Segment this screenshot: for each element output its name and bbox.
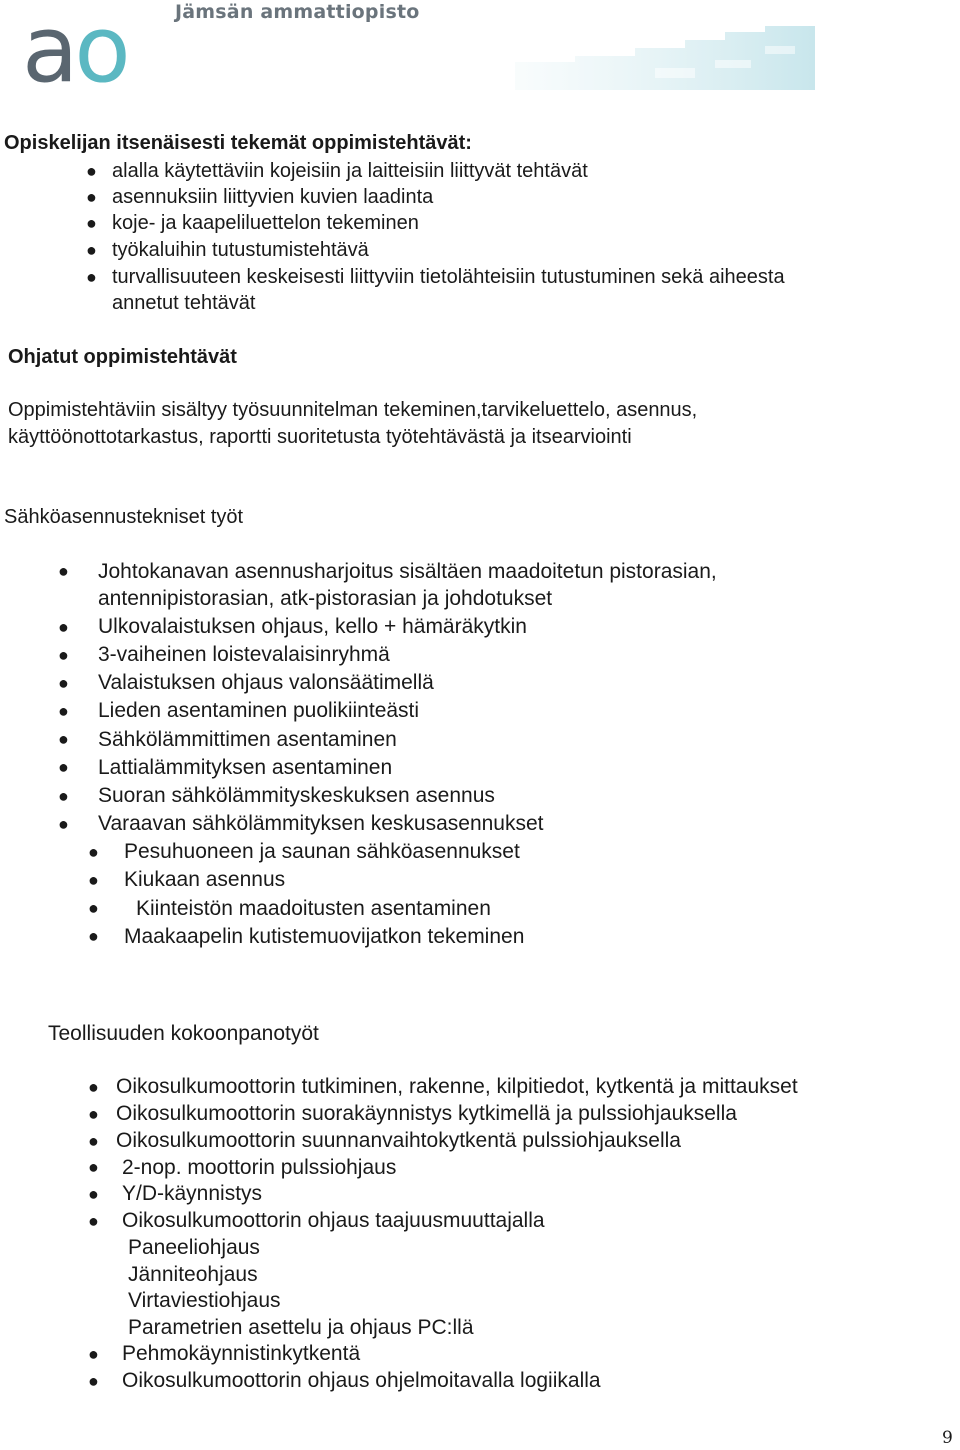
list-item: Oikosulkumoottorin suunnanvaihtokytkentä pulssiohjauksella [116, 1129, 681, 1152]
bullet-icon: ● [88, 1184, 99, 1204]
bullet-icon: ● [86, 161, 97, 181]
bullet-icon: ● [58, 729, 69, 749]
sub-item: Paneeliohjaus [128, 1236, 260, 1259]
list-item: Pesuhuoneen ja saunan sähköasennukset [124, 840, 520, 863]
bullet-icon: ● [58, 645, 69, 665]
list-item: Lattialämmityksen asentaminen [98, 756, 393, 779]
list-item: Oikosulkumoottorin suorakäynnistys kytkimellä ja pulssiohjauksella [116, 1102, 737, 1125]
section-title-electrical-installation: Sähköasennustekniset työt [4, 506, 244, 528]
page-number: 9 [942, 1428, 953, 1448]
paragraph-line: käyttöönottotarkastus, raportti suoritetusta työtehtävästä ja itsearviointi [8, 426, 632, 448]
bullet-icon: ● [58, 757, 69, 777]
bullet-icon: ● [88, 1131, 99, 1151]
list-item: Sähkölämmittimen asentaminen [98, 728, 397, 751]
list-item: Johtokanavan asennusharjoitus sisältäen maadoitetun pistorasian, [98, 560, 717, 583]
bullet-icon: ● [88, 1104, 99, 1124]
sub-item: Jänniteohjaus [128, 1263, 258, 1286]
list-item-continuation: antennipistorasian, atk-pistorasian ja johdotukset [98, 587, 553, 610]
bullet-icon: ● [86, 187, 97, 207]
list-item: Pehmokäynnistinkytkentä [122, 1342, 361, 1365]
sub-item: Virtaviestiohjaus [128, 1289, 281, 1312]
bullet-icon: ● [86, 240, 97, 260]
list-item: Maakaapelin kutistemuovijatkon tekeminen [124, 925, 525, 948]
list-item: asennuksiin liittyvien kuvien laadinta [112, 186, 434, 208]
bullet-icon: ● [58, 814, 69, 834]
bullet-icon: ● [86, 267, 97, 287]
list-item: Kiukaan asennus [124, 868, 286, 891]
list-item: Oikosulkumoottorin ohjaus ohjelmoitavalla logiikalla [122, 1369, 601, 1392]
list-item: Oikosulkumoottorin ohjaus taajuusmuuttajalla [122, 1209, 545, 1232]
list-item: Suoran sähkölämmityskeskuksen asennus [98, 784, 495, 807]
bullet-icon: ● [58, 673, 69, 693]
bullet-icon: ● [88, 842, 99, 862]
bullet-icon: ● [88, 1344, 99, 1364]
bullet-icon: ● [58, 701, 69, 721]
header-steps-graphic [515, 22, 815, 90]
sub-item: Parametrien asettelu ja ohjaus PC:llä [128, 1316, 474, 1339]
list-item: Varaavan sähkölämmityksen keskusasennukset [98, 812, 544, 835]
bullet-icon: ● [88, 870, 99, 890]
logo [22, 0, 127, 103]
section-title-independent-tasks: Opiskelijan itsenäisesti tekemät oppimistehtävät: [4, 132, 472, 154]
list-item: 2-nop. moottorin pulssiohjaus [122, 1156, 397, 1179]
list-item: Ulkovalaistuksen ohjaus, kello + hämäräkytkin [98, 615, 527, 638]
list-item-continuation: annetut tehtävät [112, 292, 256, 314]
bullet-icon: ● [58, 786, 69, 806]
logo-letter-a: a [22, 0, 75, 103]
list-item: alalla käytettäviin kojeisiin ja laitteisiin liittyvät tehtävät [112, 160, 588, 182]
list-item: Kiinteistön maadoitusten asentaminen [136, 897, 491, 920]
bullet-icon: ● [86, 213, 97, 233]
list-item: turvallisuuteen keskeisesti liittyviin tietolähteisiin tutustuminen sekä aiheesta [112, 266, 785, 288]
logo-letter-o: o [74, 0, 127, 103]
paragraph-line: Oppimistehtäviin sisältyy työsuunnitelman tekeminen,tarvikeluettelo, asennus, [8, 399, 698, 421]
list-item: Oikosulkumoottorin tutkiminen, rakenne, kilpitiedot, kytkentä ja mittaukset [116, 1075, 798, 1098]
list-item: Valaistuksen ohjaus valonsäätimellä [98, 671, 434, 694]
list-item: 3-vaiheinen loistevalaisinryhmä [98, 643, 390, 666]
bullet-icon: ● [88, 898, 99, 918]
list-item: Y/D-käynnistys [122, 1182, 263, 1205]
school-name: Jämsän ammattiopisto [175, 1, 420, 23]
bullet-icon: ● [58, 617, 69, 637]
bullet-icon: ● [88, 1157, 99, 1177]
bullet-icon: ● [88, 1211, 99, 1231]
list-item: Lieden asentaminen puolikiinteästi [98, 699, 420, 722]
section-title-industrial-assembly: Teollisuuden kokoonpanotyöt [48, 1022, 319, 1045]
bullet-icon: ● [58, 561, 69, 581]
bullet-icon: ● [88, 1371, 99, 1391]
list-item: koje- ja kaapeliluettelon tekeminen [112, 212, 419, 234]
list-item: työkaluihin tutustumistehtävä [112, 239, 369, 261]
bullet-icon: ● [88, 926, 99, 946]
bullet-icon: ● [88, 1077, 99, 1097]
section-title-guided-tasks: Ohjatut oppimistehtävät [8, 346, 237, 368]
